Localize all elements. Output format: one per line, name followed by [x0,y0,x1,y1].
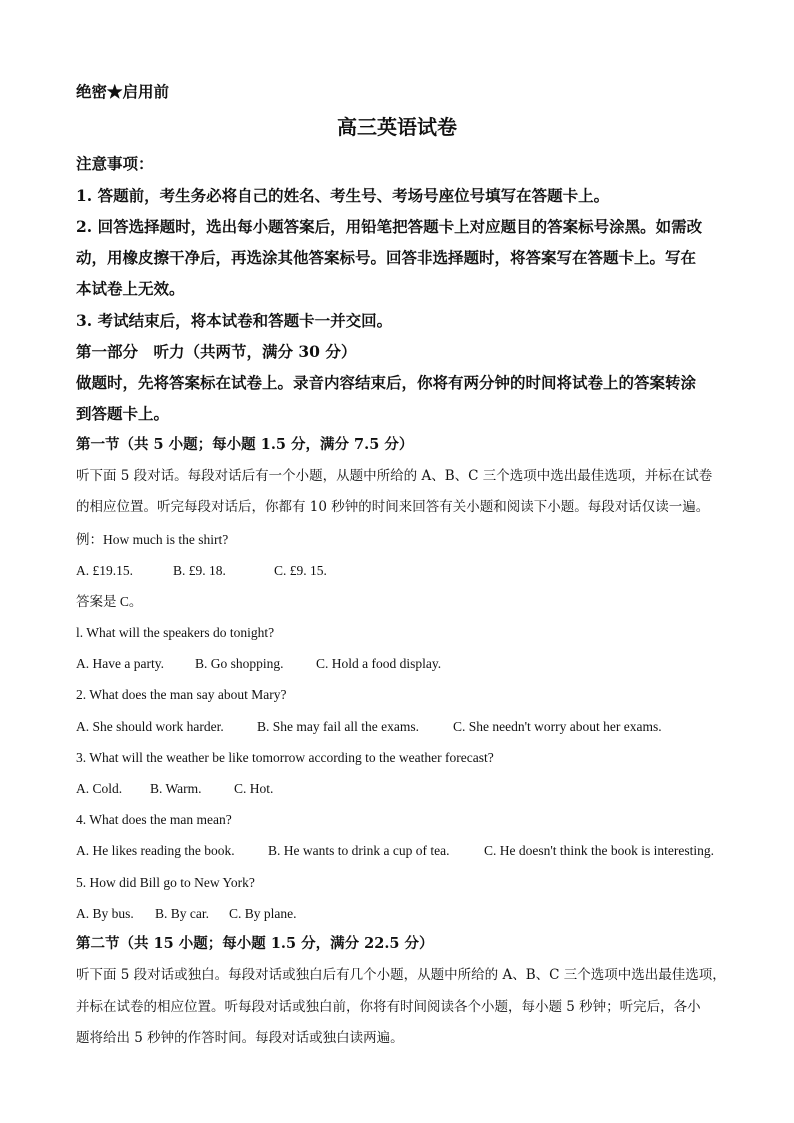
section2-heading: 第二节（共 15 小题；每小题 1.5 分，满分 22.5 分） [76,935,434,952]
page-title: 高三英语试卷 [337,115,457,139]
question-1-options [76,657,441,671]
question-5-options [76,907,297,921]
notice-item-2-line-3: 本试卷上无效。 [76,279,185,298]
notice-item-2-line-1: 2. 回答选择题时，选出每小题答案后，用铅笔把答题卡上对应题目的答案标号涂黑。如需改 [76,217,703,236]
q5-option-c: C. By plane. [229,906,297,921]
q4-option-a: A. He likes reading the book. [76,843,235,858]
notice-item-1: 1. 答题前，考生务必将自己的姓名、考生号、考场号座位号填写在答题卡上。 [76,186,610,205]
section1-instruction-line-1: 听下面 5 段对话。每段对话后有一个小题，从题中所给的 A、B、C 三个选项中选出最佳选项，并标在试卷 [76,468,713,484]
part1-instruction-line-1: 做题时，先将答案标在试卷上。录音内容结束后，你将有两分钟的时间将试卷上的答案转涂 [76,373,697,392]
q1-option-b: B. Go shopping. [195,656,284,671]
q5-option-b: B. By car. [155,906,209,921]
q2-option-a: A. She should work harder. [76,719,224,734]
q1-option-a: A. Have a party. [76,656,164,671]
example-options [76,564,327,578]
part1-instruction-line-2: 到答题卡上。 [76,404,170,423]
q2-option-c: C. She needn't worry about her exams. [453,719,662,734]
question-2: 2. What does the man say about Mary? [76,687,287,702]
example-option-a: A. £19.15. [76,563,133,578]
q4-option-c: C. He doesn't think the book is interesting. [484,843,715,858]
q3-option-a: A. Cold. [76,781,123,796]
question-4: 4. What does the man mean? [76,812,232,827]
question-5: 5. How did Bill go to New York? [76,875,255,890]
example-answer: 答案是 C。 [76,594,143,609]
q4-option-b: B. He wants to drink a cup of tea. [268,843,450,858]
secret-label: 绝密★启用前 [76,82,170,101]
question-1: l. What will the speakers do tonight? [76,625,275,640]
q3-option-c: C. Hot. [234,781,274,796]
question-3-options [76,782,273,796]
question-3: 3. What will the weather be like tomorrow according to the weather forecast? [76,750,494,765]
part1-heading: 第一部分 听力（共两节，满分 30 分） [76,342,357,361]
section1-instruction-line-2: 的相应位置。听完每段对话后，你都有 10 秒钟的时间来回答有关小题和阅读下小题。每段对话仅读一遍。 [76,499,710,515]
section2-instruction-line-1: 听下面 5 段对话或独白。每段对话或独白后有几个小题，从题中所给的 A、B、C 三个选项中选出最佳选项， [76,967,726,983]
section2-instruction-line-3: 题将给出 5 秒钟的作答时间。每段对话或独白读两遍。 [76,1030,404,1046]
question-2-options [76,720,662,734]
q1-option-c: C. Hold a food display. [316,656,442,671]
notice-item-2-line-2: 动，用橡皮擦干净后，再选涂其他答案标号。回答非选择题时，将答案写在答题卡上。写在 [76,248,697,267]
notice-heading: 注意事项： [76,154,154,173]
q2-option-b: B. She may fail all the exams. [257,719,419,734]
example-option-b: B. £9. 18. [173,563,226,578]
q3-option-b: B. Warm. [150,781,202,796]
notice-item-3: 3. 考试结束后，将本试卷和答题卡一并交回。 [76,311,393,330]
section2-instruction-line-2: 并标在试卷的相应位置。听每段对话或独白前，你将有时间阅读各个小题，每小题 5 秒钟；听完后，各小 [76,999,701,1015]
section1-heading: 第一节（共 5 小题；每小题 1.5 分，满分 7.5 分） [76,436,414,453]
question-4-options [76,844,714,858]
example-question: 例：How much is the shirt? [76,532,229,547]
q5-option-a: A. By bus. [76,906,134,921]
example-option-c: C. £9. 15. [274,563,327,578]
